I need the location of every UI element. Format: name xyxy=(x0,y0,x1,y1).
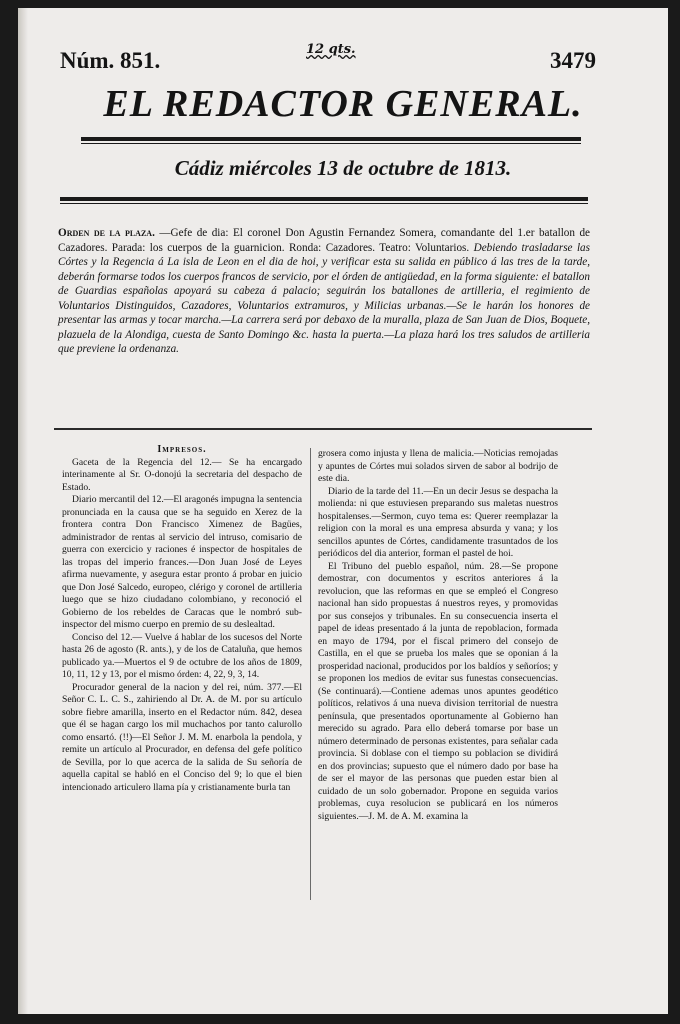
orden-heading: Orden de la plaza. xyxy=(58,227,155,239)
dateline: Cádiz miércoles 13 de octubre de 1813. xyxy=(174,156,512,180)
masthead-rule-thin xyxy=(81,143,581,144)
newspaper-page xyxy=(18,8,668,1014)
article-paragraph: Diario mercantil del 12.—El aragonés impugna la sentencia pronunciada en la causa que se ha seguido en Xerez de la frontera contra Don Francisco Ximenez de Bagües, administrador de rentas al servicio del intruso, comisario de guerra con exercicio y raciones é inspector de hospitales de las tropas del imperio frances.—Don Juan José de Leyes afirma nuevamente, y asegura estar pronto á probar en juicio que Don José Salcedo, europeo, clérigo y coronel de artilleria luego que se hizo ciudadano colombiano, y reconoció el Gobierno de los rebeldes de Caracas que le nombró sub-inspector del mismo cuerpo en premio de su deslealtad. xyxy=(62,494,302,630)
article-paragraph: Diario de la tarde del 11.—En un decir Jesus se despacha la molienda: ni que estuviesen preparando sus maletas nuestros hospitalenses.—Sermon, cuyo tema es: Querer reemplazar la religion con la moral es una empresa absurda y vana; y los sencillos apuntes de Córtes, candidamente trasuntados de los periódicos del dia anterior, forman el pastel de hoi. xyxy=(318,485,558,559)
right-column xyxy=(318,448,558,823)
orden-body: —Gefe de dia: El coronel Don Agustin Fernandez Somera, comandante del 1.er batallon de Cazadores. Parada: los cuerpos de la guarnicion. Ronda: Cazadores. Teatro: Voluntarios. xyxy=(58,227,590,254)
section-rule xyxy=(54,428,592,430)
dateline-rule-thin xyxy=(60,203,588,204)
article-paragraph: Gaceta de la Regencia del 12.— Se ha encargado interinamente al Sr. O-donojú la secretaria del despacho de Estado. xyxy=(62,456,302,493)
article-paragraph: Conciso del 12.— Vuelve á hablar de los sucesos del Norte hasta 26 de agosto (R. ants.), y de los de Cataluña, que hemos publicado ya.—Muertos el 9 de octubre de los años de 1809, 10, 11, 12 y 13, por el mismo órden: 4, 22, 9, 3, 14. xyxy=(62,631,302,680)
article-paragraph: grosera como injusta y llena de malicia.—Noticias remojadas y apuntes de Córtes mui solados sirven de sabor al bodrijo de este dia. xyxy=(318,448,558,484)
issue-number: Núm. 851. xyxy=(60,48,161,73)
dateline-rule xyxy=(60,197,588,201)
orden-de-la-plaza xyxy=(58,226,590,357)
masthead-rule xyxy=(81,137,581,141)
page-number: 3479 xyxy=(550,48,596,73)
article-paragraph: Procurador general de la nacion y del rei, núm. 377.—El Señor C. L. C. S., zahiriendo al Dr. A. de M. por su artículo sobre fiebre amarilla, inserto en el Redactor núm. 842, desea que él se hagan cargo los mil muchachos por tanto calurollo como ensartó. (!!)—El Señor J. M. M. enarbola la pendola, y remite un artículo al Procurador, en defensa del gefe político de Sevilla, por lo que acerca de la salida de Su señoría de aquella capital se habló en el Conciso del 9; lo que el bien intencionado articulero llama pía y cristianamente burla tan xyxy=(62,681,302,793)
page-header xyxy=(58,42,596,76)
masthead-title: EL REDACTOR GENERAL. xyxy=(103,83,583,125)
column-divider xyxy=(310,448,311,900)
article-paragraph: El Tribuno del pueblo español, núm. 28.—Se propone demostrar, con documentos y escritos anteriores á la revolucion, que las reformas en que se empleó el Congreso nacional han sido propuestas á nuestros reyes, y promovidas por sus consejos y tribunales. En su consecuencia inserta el papel de ideas presentado á la junta de repoblacion, formada en mayo de 1794, por el fiscal primero del consejo de Castilla, en el que se prueba los males que se oponian á la prosperidad nacional, producidos por los baldíos y señoríos; y se proponen los medios de evitar sus funestas consecuencias. (Se continuará).—Contiene ademas unos apuntes geodético políticos, relativos á una nueva division territorial de nuestra península, que presentados oportunamente al Gobierno han merecido su agrado. Para ello deberá tomarse por base un número determinado de personas existentes, para señalar cada provincia. Si doblase con el tiempo su poblacion se dividirá en dos provincias; supuesto que el número dado por base ha de ser el mayor de las personas que pueden estar bien al cuidado de un solo gobernador. Propone en seguida varios problemas, cuya resolucion se publicará en los números siguientes.—J. M. de A. M. examina la xyxy=(318,560,558,822)
left-column xyxy=(62,444,302,794)
orden-notice: Debiendo trasladarse las Córtes y la Regencia á La isla de Leon en el dia de hoi, y verificar esta su salida en público á las tres de la tarde, deberán formarse todos los cuerpos francos de servicio, por el órden de antigüedad, en la forma siguiente: el batallon de Guardias españolas apoyará su cabeza á palacio; seguirán los batallones de artilleria, el regimiento de Voluntarios Distinguidos, Cazadores, Voluntarios extramuros, y Milicias urbanas.—Se le harán los honores de presentar las armas y tocar marcha.—La carrera será por debaxo de la muralla, plaza de San Juan de Dios, Boquete, plazuela de la Alondiga, cuesta de Santo Domingo &c. hasta la puerta.—La plaza hará los tres saludos de artilleria que previene la ordenanza. xyxy=(58,241,590,355)
impresos-title: Impresos. xyxy=(157,444,207,455)
issue-price: 12 qts. xyxy=(306,42,356,57)
